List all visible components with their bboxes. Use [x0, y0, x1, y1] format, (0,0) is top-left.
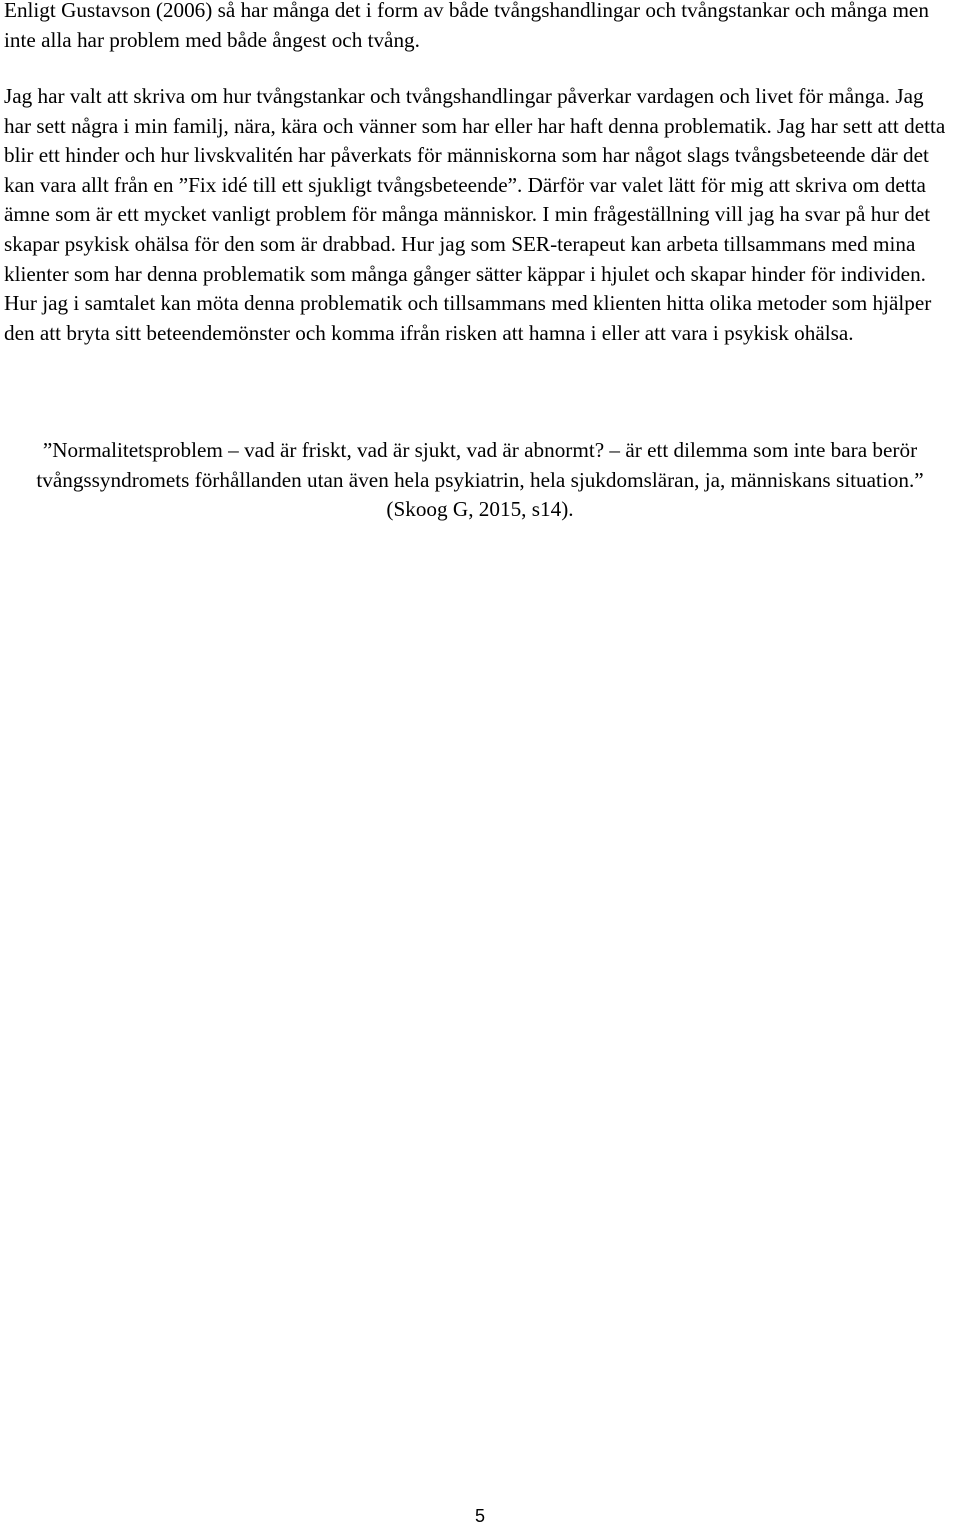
paragraph-motivation: Jag har valt att skriva om hur tvångstankar och tvångshandlingar påverkar vardagen och livet för många. Jag har sett några i min familj, nära, kära och vänner som har eller har haft denna problematik. Jag har sett att detta blir ett hinder och hur livskvalitén har påverkats för människorna som har något slags tvångsbeteende där det kan vara allt från en ”Fix idé till ett sjukligt tvångsbeteende”. Därför var valet lätt för mig att skriva om detta ämne som är ett mycket vanligt problem för många människor. I min frågeställning vill jag ha svar på hur det skapar psykisk ohälsa för den som är drabbad. Hur jag som SER-terapeut kan arbeta tillsammans med mina klienter som har denna problematik som många gånger sätter käppar i hjulet och skapar hinder för individen. Hur jag i samtalet kan möta denna problematik och tillsammans med klienten hitta olika metoder som hjälper den att bryta sitt beteendemönster och komma ifrån risken att hamna i eller att vara i psykisk ohälsa. [4, 84, 946, 345]
block-quote: ”Normalitetsproblem – vad är friskt, vad är sjukt, vad är abnormt? – är ett dilemma som inte bara berör tvångssyndromets förhållanden utan även hela psykiatrin, hela sjukdomsläran, ja, människans situation.” (Skoog G, 2015, s14). [36, 438, 924, 522]
page-number: 5 [474, 1506, 485, 1526]
paragraph-intro: Enligt Gustavson (2006) så har många det i form av både tvångshandlingar och tvångstankar och många men inte alla har problem med både ångest och tvång. [4, 0, 929, 52]
